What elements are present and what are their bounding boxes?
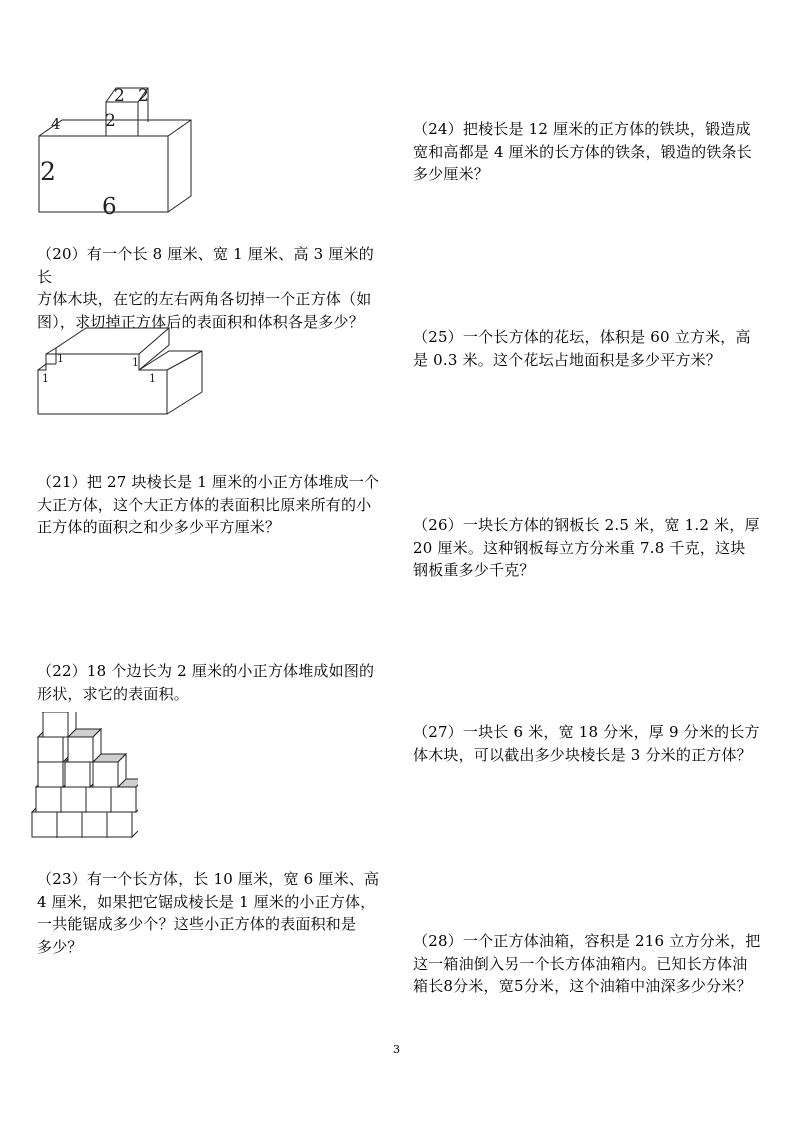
- figure-cube-staircase: [28, 712, 138, 840]
- question-26: （26）一块长方体的钢板长 2.5 米，宽 1.2 米，厚 20 厘米。这种钢板每立方分米重 7.8 千克，这块 钢板重多少千克？: [413, 516, 760, 579]
- label-small-front: 2: [105, 111, 116, 131]
- label-cut-left-a: 1: [57, 352, 64, 365]
- question-25: （25）一个长方体的花坛，体积是 60 立方米，高 是 0.3 米。这个花坛占地面积是多少平方米？: [413, 328, 751, 369]
- page-number: 3: [393, 1043, 400, 1056]
- question-23: （23）有一个长方体，长 10 厘米，宽 6 厘米、高 4 厘米，如果把它锯成棱长是 1 厘米的小正方体， 一共能锯成多少个？这些小正方体的表面积和是 多少？: [37, 870, 380, 956]
- cube: [68, 729, 101, 762]
- question-24: （24）把棱长是 12 厘米的正方体的铁块，锻造成 宽和高都是 4 厘米的长方体的铁条，锻造的铁条长 多少厘米？: [413, 120, 752, 183]
- label-small-top: 2: [114, 86, 125, 106]
- question-21: （21）把 27 块棱长是 1 厘米的小正方体堆成一个 大正方体，这个大正方体的表面积比原来所有的小 正方体的面积之和少多少平方厘米？: [37, 473, 380, 536]
- question-22: （22）18 个边长为 2 厘米的小正方体堆成如图的 形状，求它的表面积。: [37, 662, 375, 703]
- label-cut-left-b: 1: [42, 372, 49, 385]
- question-20: （20）有一个长 8 厘米、宽 1 厘米、高 3 厘米的长 方体木块，在它的左右两角各切掉一个正方体（如 图），求切掉正方体后的表面积和体积各是多少？: [37, 245, 374, 331]
- label-cut-right-a: 1: [132, 356, 139, 369]
- question-27: （27）一块长 6 米，宽 18 分米，厚 9 分米的长方 体木块，可以截出多少块棱长是 3 分米的正方体？: [413, 723, 760, 764]
- cube: [43, 712, 76, 737]
- figure-cut-cuboid: [30, 318, 210, 420]
- label-big-length: 6: [102, 194, 117, 220]
- label-cut-right-b: 1: [149, 372, 156, 385]
- label-big-height: 2: [40, 157, 56, 186]
- label-big-depth: 4: [51, 115, 61, 133]
- figure-stacked-boxes: [30, 80, 210, 220]
- cube: [93, 754, 126, 787]
- label-small-side: 2: [138, 86, 149, 106]
- question-28: （28）一个正方体油箱，容积是 216 立方分米，把 这一箱油倒入另一个长方体油箱内。已知长方体油 箱长8分米，宽5分米，这个油箱中油深多少分米？: [413, 932, 761, 995]
